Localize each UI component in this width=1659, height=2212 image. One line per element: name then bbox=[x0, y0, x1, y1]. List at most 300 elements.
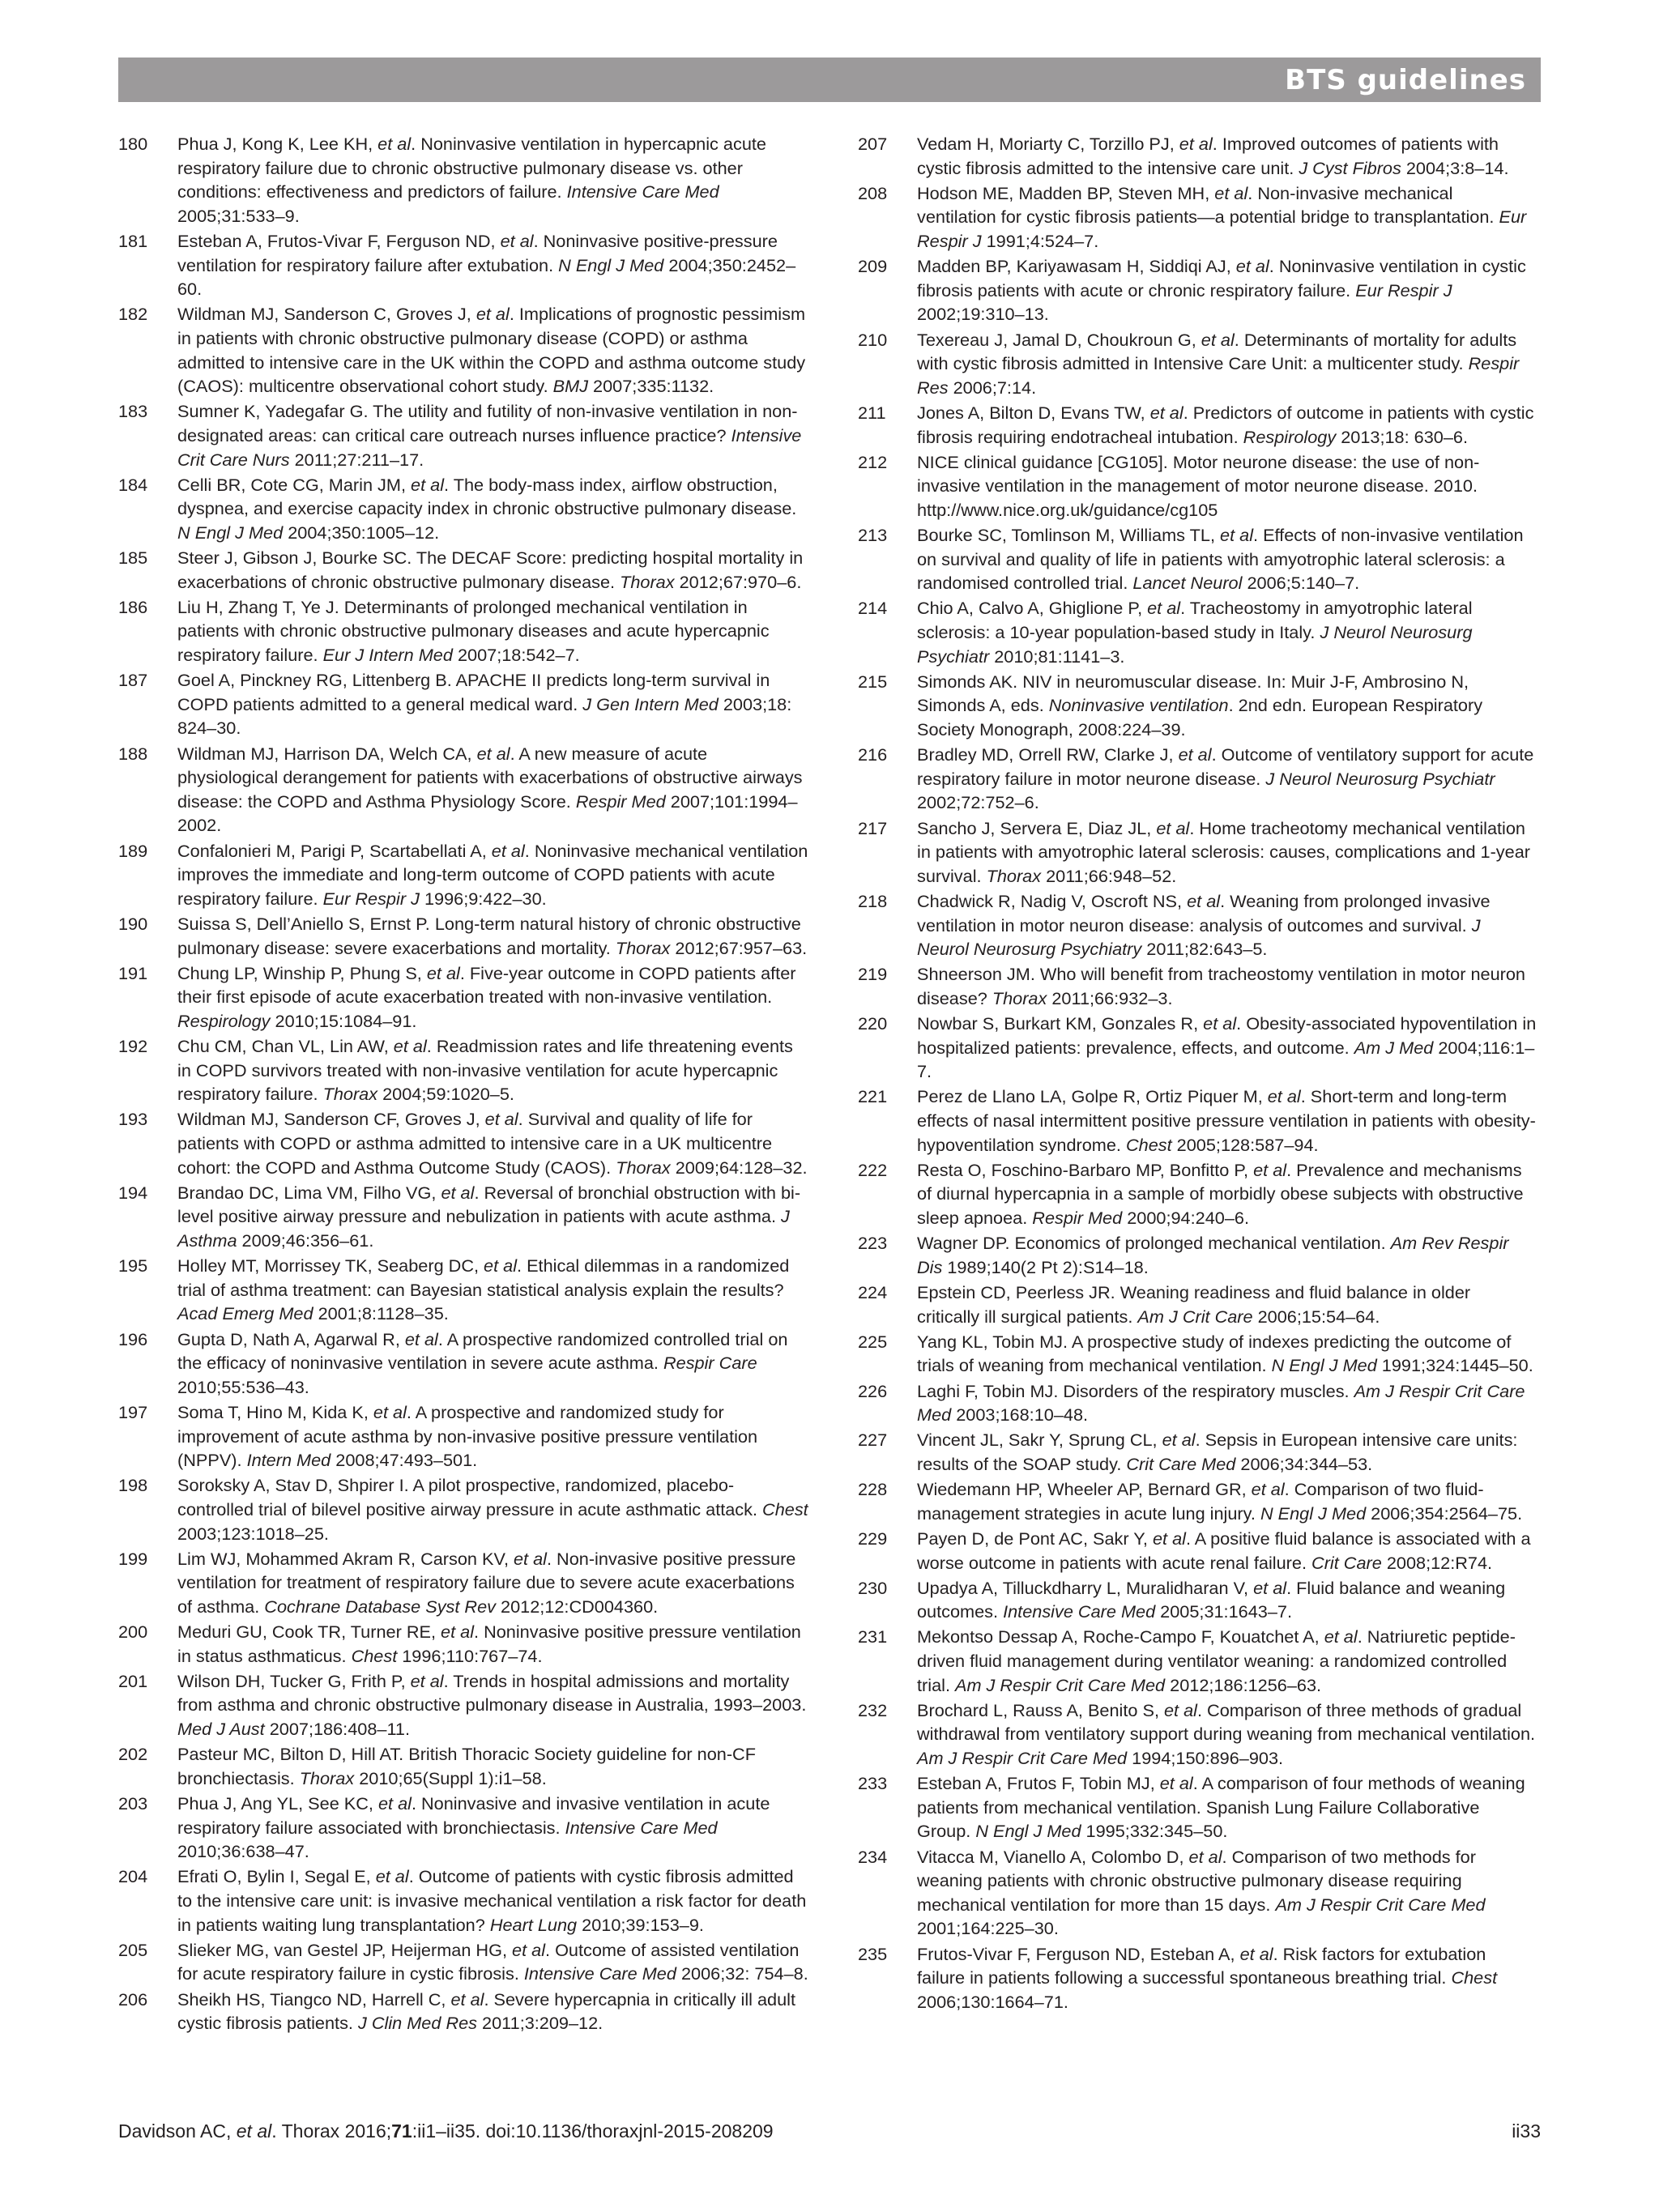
reference-segment: 2001;8:1128–35. bbox=[313, 1303, 449, 1324]
reference-segment: Suissa S, Dell’Aniello S, Ernst P. Long-term natural history of chronic obstructive pulmonary disease: severe exacerbations and mortality. bbox=[177, 913, 801, 958]
reference-segment: Shneerson JM. Who will benefit from tracheostomy ventilation in motor neuron disease? bbox=[917, 964, 1525, 1008]
reference-italic-segment: J Neurol Neurosurg Psychiatr bbox=[917, 622, 1473, 667]
reference-segment: Esteban A, Frutos-Vivar F, Ferguson ND, bbox=[177, 230, 501, 251]
reference-segment: Bourke SC, Tomlinson M, Williams TL, bbox=[917, 525, 1221, 546]
reference-segment: . Tracheostomy in amyotrophic lateral sclerosis: a 10-year population-based study in Italy. bbox=[917, 598, 1473, 643]
reference-italic-segment: et al bbox=[450, 1988, 484, 2010]
reference-segment: 2011;27:211–17. bbox=[289, 449, 424, 470]
reference-segment: 2006;354:2564–75. bbox=[1366, 1502, 1523, 1524]
reference-item bbox=[118, 961, 808, 1034]
reference-number: 205 bbox=[118, 1939, 148, 1960]
reference-segment: Vitacca M, Vianello A, Colombo D, bbox=[917, 1846, 1189, 1867]
reference-number: 215 bbox=[858, 671, 888, 692]
reference-italic-segment: et al bbox=[484, 1255, 518, 1276]
reference-italic-segment: Eur J Intern Med bbox=[322, 645, 453, 666]
reference-number: 186 bbox=[118, 596, 148, 617]
reference-italic-segment: et al bbox=[514, 1548, 547, 1569]
reference-item bbox=[858, 1576, 1537, 1624]
reference-text bbox=[177, 546, 808, 594]
reference-italic-segment: et al bbox=[393, 1036, 427, 1057]
reference-number: 181 bbox=[118, 230, 148, 251]
reference-item bbox=[118, 229, 808, 301]
reference-segment: 2012;186:1256–63. bbox=[1165, 1674, 1322, 1695]
reference-italic-segment: Intensive Care Med bbox=[566, 181, 719, 202]
reference-italic-segment: Heart Lung bbox=[489, 1914, 578, 1935]
reference-italic-segment: N Engl J Med bbox=[177, 522, 284, 543]
reference-item bbox=[118, 1254, 808, 1326]
reference-italic-segment: J Clin Med Res bbox=[357, 2013, 478, 2034]
reference-italic-segment: et al bbox=[375, 1866, 409, 1887]
reference-italic-segment: J Gen Intern Med bbox=[582, 693, 719, 714]
reference-segment: 2011;82:643–5. bbox=[1141, 939, 1268, 960]
reference-item bbox=[118, 132, 808, 228]
reference-number: 225 bbox=[858, 1331, 888, 1352]
reference-item bbox=[858, 132, 1537, 180]
reference-item bbox=[858, 889, 1537, 961]
reference-segment: 2012;12:CD004360. bbox=[496, 1596, 659, 1617]
reference-italic-segment: N Engl J Med bbox=[558, 254, 664, 275]
reference-segment: Perez de Llano LA, Golpe R, Ortiz Piquer M, bbox=[917, 1086, 1268, 1107]
reference-segment: 1994;150:896–903. bbox=[1127, 1748, 1284, 1769]
reference-segment: Yang KL, Tobin MJ. A prospective study of indexes predicting the outcome of trials of weaning from mechanical ventilation. bbox=[917, 1331, 1512, 1376]
reference-segment: 2010;65(Suppl 1):i1–58. bbox=[354, 1767, 547, 1788]
reference-segment: . Improved outcomes of patients with cystic fibrosis admitted to the intensive care unit. bbox=[917, 134, 1499, 178]
reference-segment: 2006;7:14. bbox=[948, 377, 1037, 398]
reference-segment: 2004;59:1020–5. bbox=[377, 1084, 514, 1105]
reference-segment: 2004;350:2452–60. bbox=[177, 254, 796, 300]
reference-segment: Holley MT, Morrissey TK, Seaberg DC, bbox=[177, 1255, 484, 1276]
reference-number: 224 bbox=[858, 1282, 888, 1302]
reference-item bbox=[118, 839, 808, 911]
reference-italic-segment: et al bbox=[476, 304, 510, 325]
reference-italic-segment: Chest bbox=[762, 1498, 808, 1519]
reference-italic-segment: Chest bbox=[351, 1645, 398, 1666]
reference-segment: Brochard L, Rauss A, Benito S, bbox=[917, 1699, 1164, 1720]
reference-italic-segment: et al bbox=[1201, 329, 1235, 350]
reference-number: 208 bbox=[858, 182, 888, 203]
reference-text bbox=[917, 670, 1537, 742]
reference-italic-segment: et al bbox=[491, 840, 525, 861]
reference-italic-segment: et al bbox=[1156, 817, 1190, 838]
reference-italic-segment: Thorax bbox=[992, 987, 1047, 1008]
reference-text bbox=[917, 596, 1537, 668]
reference-item bbox=[858, 1698, 1537, 1771]
reference-segment: 2010;55:536–43. bbox=[177, 1376, 309, 1397]
reference-text bbox=[177, 912, 808, 960]
reference-number: 184 bbox=[118, 474, 148, 495]
reference-segment: 2003;168:10–48. bbox=[951, 1404, 1089, 1426]
reference-segment: 2005;31:1643–7. bbox=[1155, 1601, 1292, 1622]
reference-text bbox=[917, 1527, 1537, 1575]
reference-italic-segment: et al bbox=[1178, 744, 1212, 765]
reference-segment: 2006;5:140–7. bbox=[1242, 573, 1360, 594]
reference-segment: . Effects of non-invasive ventilation on survival and quality of life in patients with amyotrophic lateral sclerosis: a randomised controlled trial. bbox=[917, 525, 1524, 594]
reference-italic-segment: Am J Respir Crit Care Med bbox=[955, 1674, 1166, 1695]
reference-segment: 2006;32: 754–8. bbox=[676, 1963, 808, 1984]
reference-item bbox=[118, 1328, 808, 1400]
reference-number: 206 bbox=[118, 1988, 148, 2010]
reference-italic-segment: Respirology bbox=[177, 1010, 271, 1031]
reference-number: 211 bbox=[858, 402, 886, 423]
reference-segment: 1996;110:767–74. bbox=[397, 1645, 543, 1666]
reference-segment: 2013;18: 630–6. bbox=[1336, 426, 1469, 447]
reference-italic-segment: et al bbox=[1179, 134, 1213, 154]
reference-italic-segment: Med J Aust bbox=[177, 1719, 265, 1740]
reference-segment: Lim WJ, Mohammed Akram R, Carson KV, bbox=[177, 1548, 514, 1569]
reference-text bbox=[917, 450, 1537, 522]
reference-segment: Chadwick R, Nadig V, Oscroft NS, bbox=[917, 890, 1188, 911]
reference-segment: 1989;140(2 Pt 2):S14–18. bbox=[942, 1256, 1149, 1277]
reference-segment: Steer J, Gibson J, Bourke SC. The DECAF Score: predicting hospital mortality in exacerbations of chronic obstructive pulmonary disease. bbox=[177, 548, 804, 592]
reference-text bbox=[177, 1400, 808, 1473]
reference-italic-segment: Am J Respir Crit Care Med bbox=[917, 1380, 1525, 1426]
reference-text bbox=[917, 743, 1537, 815]
reference-italic-segment: et al bbox=[484, 1109, 518, 1130]
reference-segment: . Prevalence and mechanisms of diurnal hypercapnia in a sample of morbidly obese subjects with obstructive sleep apnoea. bbox=[917, 1159, 1524, 1229]
reference-item bbox=[858, 1527, 1537, 1575]
reference-italic-segment: et al bbox=[377, 134, 412, 154]
reference-segment: NICE clinical guidance [CG105]. Motor neurone disease: the use of non-invasive ventilation in the management of motor neurone disease. 2010. http://www.nice.org.uk/guidance/cg105 bbox=[917, 451, 1480, 520]
reference-segment: Wildman MJ, Sanderson C, Groves J, bbox=[177, 304, 476, 325]
reference-segment: Epstein CD, Peerless JR. Weaning readiness and fluid balance in older critically ill surgical patients. bbox=[917, 1282, 1471, 1327]
reference-italic-segment: et al bbox=[476, 743, 510, 764]
reference-segment: Liu H, Zhang T, Ye J. Determinants of prolonged mechanical ventilation in patients with chronic obstructive pulmonary diseases and acute hypercapnic respiratory failure. bbox=[177, 596, 770, 666]
reference-number: 218 bbox=[858, 890, 888, 911]
reference-segment: . Severe hypercapnia in critically ill adult cystic fibrosis patients. bbox=[177, 1988, 796, 2034]
reference-item bbox=[858, 1771, 1537, 1843]
reference-italic-segment: et al bbox=[1324, 1626, 1358, 1647]
reference-item bbox=[858, 328, 1537, 400]
reference-segment: . Non-invasive positive pressure ventilation for treatment of respiratory failure due to severe acute exacerbations of asthma. bbox=[177, 1548, 796, 1617]
reference-number: 180 bbox=[118, 134, 148, 154]
reference-item bbox=[118, 1181, 808, 1253]
reference-italic-segment: et al bbox=[1188, 1846, 1222, 1867]
reference-number: 196 bbox=[118, 1328, 148, 1349]
reference-segment: 2006;34:344–53. bbox=[1235, 1453, 1373, 1474]
reference-segment: . Noninvasive mechanical ventilation improves the immediate and long-term outcome of COPD patients with acute respiratory failure. bbox=[177, 840, 808, 909]
reference-text bbox=[917, 962, 1537, 1010]
reference-segment: 2008;47:493–501. bbox=[331, 1450, 478, 1471]
reference-segment: Resta O, Foschino-Barbaro MP, Bonfitto P, bbox=[917, 1159, 1254, 1180]
reference-italic-segment: et al bbox=[1220, 525, 1254, 546]
reference-segment: . Home tracheotomy mechanical ventilation in patients with amyotrophic lateral sclerosis: causes, complications and 1-year survival. bbox=[917, 817, 1530, 886]
reference-number: 202 bbox=[118, 1744, 148, 1765]
reference-number: 216 bbox=[858, 744, 888, 765]
reference-segment: . Implications of prognostic pessimism in patients with chronic obstructive pulmonary disease (COPD) or asthma admitted to intensive care in the UK within the COPD and asthma outcome study (CAOS): multicentre observational cohort study. bbox=[177, 304, 806, 397]
reference-segment: . Noninvasive positive-pressure ventilation for respiratory failure after extubation. bbox=[177, 230, 778, 275]
reference-number: 220 bbox=[858, 1013, 888, 1034]
reference-segment: Sancho J, Servera E, Diaz JL, bbox=[917, 817, 1157, 838]
reference-segment: . A prospective and randomized study for improvement of acute asthma by non-invasive positive pressure ventilation (NPPV). bbox=[177, 1401, 758, 1471]
reference-italic-segment: J Cyst Fibros bbox=[1299, 157, 1401, 178]
reference-segment: Payen D, de Pont AC, Sakr Y, bbox=[917, 1528, 1153, 1549]
reference-item bbox=[118, 742, 808, 837]
reference-item bbox=[858, 1428, 1537, 1476]
reference-item bbox=[118, 302, 808, 398]
reference-italic-segment: Chest bbox=[1451, 1967, 1498, 1988]
reference-text bbox=[177, 1034, 808, 1106]
reference-italic-segment: Cochrane Database Syst Rev bbox=[264, 1596, 496, 1617]
reference-item bbox=[858, 1330, 1537, 1378]
reference-segment: . Comparison of two methods for weaning patients with chronic obstructive pulmonary disease requiring mechanical ventilation for more than 15 days. bbox=[917, 1846, 1476, 1915]
reference-number: 204 bbox=[118, 1866, 148, 1887]
reference-segment: . Five-year outcome in COPD patients after their first episode of acute exacerbation treated with non-invasive ventilation. bbox=[177, 962, 796, 1008]
reference-italic-segment: Am J Respir Crit Care Med bbox=[1275, 1894, 1486, 1915]
reference-item bbox=[858, 1477, 1537, 1525]
reference-column-right bbox=[858, 132, 1537, 2092]
reference-text bbox=[177, 1473, 808, 1545]
reference-item bbox=[858, 181, 1537, 254]
reference-italic-segment: et al bbox=[1187, 890, 1221, 911]
reference-number: 210 bbox=[858, 329, 888, 350]
reference-italic-segment: N Engl J Med bbox=[1260, 1502, 1367, 1524]
reference-text bbox=[917, 1845, 1537, 1941]
reference-segment: . Comparison of three methods of gradual withdrawal from ventilatory support during weaning from mechanical ventilation. bbox=[917, 1699, 1536, 1745]
reference-segment: Wildman MJ, Sanderson CF, Groves J, bbox=[177, 1109, 485, 1130]
reference-item bbox=[118, 1742, 808, 1790]
reference-segment: Goel A, Pinckney RG, Littenberg B. APACHE II predicts long-term survival in COPD patients admitted to a general medical ward. bbox=[177, 670, 770, 714]
reference-segment: . Natriuretic peptide-driven fluid management during ventilator weaning: a randomized controlled trial. bbox=[917, 1626, 1516, 1695]
reference-italic-segment: Am J Respir Crit Care Med bbox=[917, 1748, 1128, 1769]
reference-segment: . Non-invasive mechanical ventilation for cystic fibrosis patients—a potential bridge to transplantation. bbox=[917, 182, 1499, 228]
reference-item bbox=[118, 546, 808, 594]
reference-segment: Chu CM, Chan VL, Lin AW, bbox=[177, 1036, 394, 1057]
reference-italic-segment: Crit Care bbox=[1311, 1552, 1382, 1573]
reference-item bbox=[118, 1792, 808, 1864]
reference-segment: . Noninvasive ventilation in cystic fibrosis patients with acute or chronic respiratory failure. bbox=[917, 256, 1526, 300]
reference-segment: Vincent JL, Sakr Y, Sprung CL, bbox=[917, 1430, 1162, 1451]
reference-text bbox=[917, 401, 1537, 449]
reference-item bbox=[858, 1942, 1537, 2014]
reference-number: 191 bbox=[118, 962, 148, 983]
reference-text bbox=[917, 1231, 1537, 1279]
reference-italic-segment: Am J Med bbox=[1354, 1037, 1434, 1058]
reference-number: 223 bbox=[858, 1233, 888, 1254]
reference-italic-segment: Intensive Care Med bbox=[1003, 1601, 1156, 1622]
reference-segment: Hodson ME, Madden BP, Steven MH, bbox=[917, 182, 1215, 203]
reference-segment: . 2nd edn. European Respiratory Society Monograph, 2008:224–39. bbox=[917, 695, 1483, 739]
reference-italic-segment: Intern Med bbox=[246, 1450, 331, 1471]
reference-item bbox=[858, 596, 1537, 668]
reference-number: 230 bbox=[858, 1577, 888, 1598]
reference-italic-segment: Respirology bbox=[1243, 426, 1337, 447]
reference-text bbox=[917, 1085, 1537, 1157]
reference-text bbox=[917, 254, 1537, 326]
reference-italic-segment: et al bbox=[512, 1939, 546, 1960]
reference-italic-segment: Noninvasive ventilation bbox=[1048, 695, 1229, 716]
reference-segment: Laghi F, Tobin MJ. Disorders of the respiratory muscles. bbox=[917, 1380, 1354, 1401]
reference-item bbox=[118, 595, 808, 667]
reference-item bbox=[858, 401, 1537, 449]
reference-segment: . Comparison of two fluid-management strategies in acute lung injury. bbox=[917, 1479, 1484, 1524]
reference-item bbox=[118, 1473, 808, 1545]
reference-segment: 2007;18:542–7. bbox=[452, 645, 580, 666]
reference-number: 203 bbox=[118, 1793, 148, 1814]
reference-number: 194 bbox=[118, 1182, 148, 1203]
reference-italic-segment: Lancet Neurol bbox=[1132, 573, 1243, 594]
reference-segment: 1996;9:422–30. bbox=[419, 888, 547, 909]
reference-segment: . A prospective randomized controlled trial on the efficacy of noninvasive ventilation in severe acute asthma. bbox=[177, 1328, 788, 1374]
reference-text bbox=[177, 1107, 808, 1179]
reference-text bbox=[177, 839, 808, 911]
reference-segment: . The body-mass index, airflow obstruction, dyspnea, and exercise capacity index in chronic obstructive pulmonary disease. bbox=[177, 474, 797, 519]
reference-number: 195 bbox=[118, 1255, 148, 1276]
reference-segment: . Short-term and long-term effects of nasal intermittent positive pressure ventilation in patients with obesity-hypoventilation syndrome. bbox=[917, 1086, 1536, 1155]
reference-italic-segment: et al bbox=[1253, 1577, 1287, 1598]
reference-number: 214 bbox=[858, 598, 888, 619]
reference-number: 207 bbox=[858, 134, 888, 154]
reference-text bbox=[917, 1428, 1537, 1476]
reference-item bbox=[858, 254, 1537, 326]
reference-segment: Celli BR, Cote CG, Marin JM, bbox=[177, 474, 412, 495]
reference-number: 190 bbox=[118, 913, 148, 934]
reference-italic-segment: N Engl J Med bbox=[975, 1821, 1081, 1842]
reference-segment: . Determinants of mortality for adults with cystic fibrosis admitted in Intensive Care Unit: a multicenter study. bbox=[917, 329, 1517, 374]
reference-number: 189 bbox=[118, 840, 148, 861]
reference-segment: . Fluid balance and weaning outcomes. bbox=[917, 1577, 1506, 1622]
reference-segment: 2009;46:356–61. bbox=[237, 1230, 374, 1251]
reference-number: 201 bbox=[118, 1670, 148, 1691]
reference-segment: Phua J, Kong K, Lee KH, bbox=[177, 134, 378, 154]
reference-number: 213 bbox=[858, 525, 888, 546]
reference-text bbox=[177, 1742, 808, 1790]
reference-segment: . Noninvasive positive pressure ventilation in status asthmaticus. bbox=[177, 1622, 801, 1666]
reference-italic-segment: et al bbox=[410, 1670, 444, 1691]
reference-segment: 2002;19:310–13. bbox=[917, 304, 1049, 325]
reference-text bbox=[917, 816, 1537, 889]
reference-segment: 2001;164:225–30. bbox=[917, 1918, 1059, 1939]
reference-text bbox=[917, 1942, 1537, 2014]
reference-segment: . Outcome of assisted ventilation for acute respiratory failure in cystic fibrosis. bbox=[177, 1939, 800, 1984]
reference-segment: 2012;67:970–6. bbox=[674, 571, 802, 592]
header-banner bbox=[118, 58, 1541, 102]
reference-text bbox=[917, 1330, 1537, 1378]
reference-number: 219 bbox=[858, 964, 888, 985]
reference-segment: 2004;350:1005–12. bbox=[283, 522, 440, 543]
reference-italic-segment: N Engl J Med bbox=[1271, 1355, 1377, 1376]
reference-italic-segment: Eur Respir J bbox=[322, 888, 420, 909]
reference-segment: . Risk factors for extubation failure in patients following a successful spontaneous breathing trial. bbox=[917, 1943, 1486, 1988]
reference-text bbox=[177, 668, 808, 740]
reference-segment: Chung LP, Winship P, Phung S, bbox=[177, 962, 427, 983]
reference-text bbox=[917, 1771, 1537, 1843]
page-footer bbox=[118, 2120, 1541, 2142]
reference-italic-segment: Intensive Care Med bbox=[523, 1963, 676, 1984]
reference-segment: Sumner K, Yadegafar G. The utility and futility of non-invasive ventilation in non-designated areas: can critical care outreach nurses influence practice? bbox=[177, 401, 798, 445]
reference-text bbox=[177, 1328, 808, 1400]
reference-number: 212 bbox=[858, 451, 888, 472]
reference-italic-segment: et al bbox=[1159, 1773, 1193, 1794]
reference-number: 182 bbox=[118, 304, 148, 325]
reference-text bbox=[177, 1620, 808, 1668]
reference-segment: 2012;67:957–63. bbox=[670, 937, 808, 958]
reference-italic-segment: et al bbox=[1251, 1479, 1285, 1500]
reference-text bbox=[177, 1792, 808, 1864]
reference-segment: 2003;18: 824–30. bbox=[177, 693, 792, 739]
reference-segment: Wiedemann HP, Wheeler AP, Bernard GR, bbox=[917, 1479, 1252, 1500]
reference-segment: . Ethical dilemmas in a randomized trial of asthma treatment: can Bayesian statistical analysis explain the results? bbox=[177, 1255, 790, 1300]
reference-number: 221 bbox=[858, 1086, 888, 1107]
reference-item bbox=[118, 1938, 808, 1986]
reference-segment: 2011;66:948–52. bbox=[1041, 865, 1177, 886]
reference-italic-segment: Am J Crit Care bbox=[1137, 1306, 1253, 1327]
reference-text bbox=[177, 1181, 808, 1253]
reference-italic-segment: et al bbox=[411, 474, 445, 495]
reference-segment: Madden BP, Kariyawasam H, Siddiqi AJ, bbox=[917, 256, 1236, 277]
reference-segment: 1991;4:524–7. bbox=[981, 230, 1099, 251]
reference-segment: Wilson DH, Tucker G, Frith P, bbox=[177, 1670, 411, 1691]
reference-italic-segment: Thorax bbox=[299, 1767, 355, 1788]
reference-segment: 2002;72:752–6. bbox=[917, 792, 1039, 813]
reference-text bbox=[177, 1547, 808, 1619]
reference-text bbox=[917, 181, 1537, 254]
reference-text bbox=[177, 1938, 808, 1986]
reference-segment: . Outcome of ventilatory support for acute respiratory failure in motor neurone disease. bbox=[917, 744, 1534, 789]
reference-italic-segment: Thorax bbox=[616, 1157, 671, 1178]
reference-italic-segment: et al bbox=[1235, 256, 1269, 277]
reference-segment: Bradley MD, Orrell RW, Clarke J, bbox=[917, 744, 1179, 765]
reference-segment: . Weaning from prolonged invasive ventilation in motor neuron disease: analysis of outcomes and survival. bbox=[917, 890, 1491, 936]
reference-segment: Soroksky A, Stav D, Shpirer I. A pilot prospective, randomized, placebo-controlled trial of bilevel positive airway pressure in acute asthmatic attack. bbox=[177, 1475, 763, 1519]
reference-segment: Mekontso Dessap A, Roche-Campo F, Kouatchet A, bbox=[917, 1626, 1324, 1647]
reference-segment: Meduri GU, Cook TR, Turner RE, bbox=[177, 1622, 441, 1643]
reference-item bbox=[858, 450, 1537, 522]
reference-number: 222 bbox=[858, 1159, 888, 1180]
reference-segment: Confalonieri M, Parigi P, Scartabellati A, bbox=[177, 840, 492, 861]
section-title: BTS guidelines bbox=[1285, 63, 1526, 96]
reference-segment: 2005;128:587–94. bbox=[1171, 1134, 1319, 1155]
reference-item bbox=[858, 816, 1537, 889]
reference-segment: Nowbar S, Burkart KM, Gonzales R, bbox=[917, 1013, 1204, 1034]
reference-item bbox=[858, 962, 1537, 1010]
reference-item bbox=[118, 1988, 808, 2035]
reference-italic-segment: et al bbox=[1164, 1699, 1197, 1720]
reference-segment: 2009;64:128–32. bbox=[670, 1157, 808, 1178]
reference-text bbox=[177, 399, 808, 471]
reference-italic-segment: J Neurol Neurosurg Psychiatry bbox=[917, 914, 1481, 960]
reference-segment: 1991;324:1445–50. bbox=[1376, 1355, 1533, 1376]
reference-text bbox=[917, 523, 1537, 595]
reference-italic-segment: Thorax bbox=[322, 1084, 378, 1105]
reference-number: 188 bbox=[118, 743, 148, 764]
page-number: ii33 bbox=[1512, 2120, 1541, 2142]
reference-segment: Simonds AK. NIV in neuromuscular disease. In: Muir J-F, Ambrosino N, Simonds A, eds. bbox=[917, 671, 1469, 716]
reference-segment: 2010;36:638–47. bbox=[177, 1841, 309, 1862]
reference-number: 183 bbox=[118, 401, 148, 422]
reference-segment: 1995;332:345–50. bbox=[1081, 1821, 1228, 1842]
reference-italic-segment: J Asthma bbox=[177, 1206, 790, 1251]
reference-segment: Sheikh HS, Tiangco ND, Harrell C, bbox=[177, 1988, 451, 2010]
reference-number: 185 bbox=[118, 548, 148, 569]
reference-segment: Gupta D, Nath A, Agarwal R, bbox=[177, 1328, 405, 1349]
reference-italic-segment: J Neurol Neurosurg Psychiatr bbox=[1265, 768, 1495, 789]
reference-segment: . Reversal of bronchial obstruction with bi-level positive airway pressure and nebulization in patients with acute asthma. bbox=[177, 1182, 801, 1227]
reference-text bbox=[917, 132, 1537, 180]
reference-italic-segment: Crit Care Med bbox=[1126, 1453, 1236, 1474]
reference-segment: 2003;123:1018–25. bbox=[177, 1523, 329, 1544]
reference-item bbox=[118, 473, 808, 545]
reference-italic-segment: et al bbox=[441, 1182, 475, 1203]
reference-segment: Esteban A, Frutos F, Tobin MJ, bbox=[917, 1773, 1160, 1794]
reference-segment: 2007;335:1132. bbox=[588, 376, 714, 397]
reference-text bbox=[177, 132, 808, 228]
reference-segment: Wildman MJ, Harrison DA, Welch CA, bbox=[177, 743, 477, 764]
reference-text bbox=[177, 1865, 808, 1937]
reference-segment: . A comparison of four methods of weaning patients from mechanical ventilation. Spanish Lung Failure Collaborative Group. bbox=[917, 1773, 1525, 1842]
reference-italic-segment: Thorax bbox=[986, 865, 1042, 886]
reference-item bbox=[118, 1107, 808, 1179]
reference-segment: Pasteur MC, Bilton D, Hill AT. British Thoracic Society guideline for non-CF bronchiectasis. bbox=[177, 1744, 756, 1788]
